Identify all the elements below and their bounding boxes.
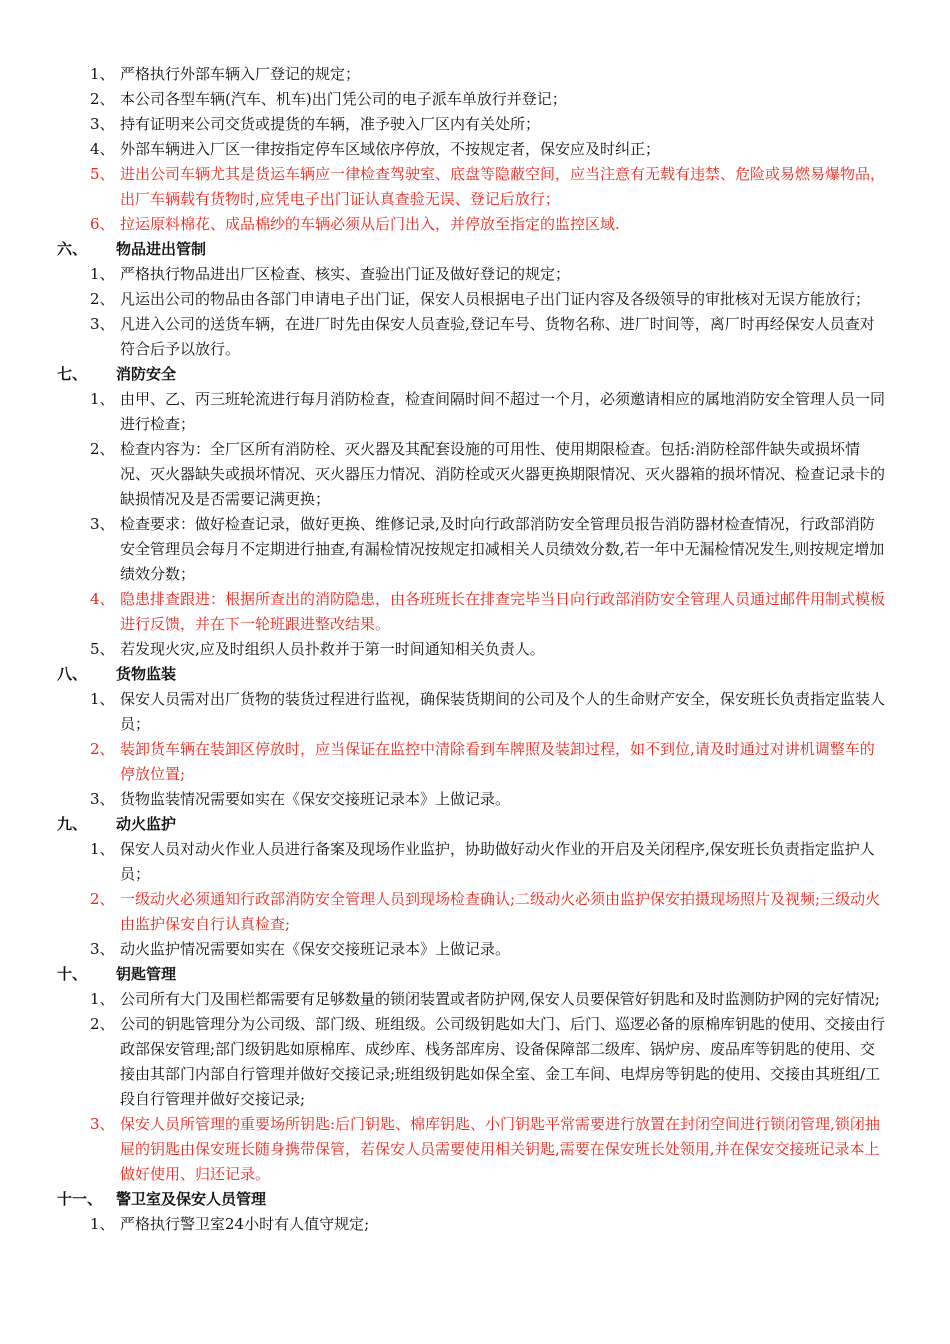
list-item-text: 检查要求：做好检查记录，做好更换、维修记录,及时向行政部消防安全管理员报告消防器材检查情况，行政部消防安全管理员会每月不定期进行抽查,有漏检情况按规定扣减相关人员绩效分数,若一年中无漏检情况发生,则按规定增加绩效分数； bbox=[120, 515, 885, 583]
list-item-number: 1、 bbox=[90, 840, 115, 858]
section-title: 物品进出管制 bbox=[116, 240, 207, 258]
list-item-text: 保安人员需对出厂货物的装货过程进行监视，确保装货期间的公司及个人的生命财产安全，保安班长负责指定监装人员； bbox=[120, 690, 886, 733]
list-item-number: 5、 bbox=[90, 165, 115, 183]
list-item-number: 4、 bbox=[90, 140, 115, 158]
list-item bbox=[0, 62, 950, 87]
list-item-number: 3、 bbox=[90, 515, 115, 533]
list-item-number: 5、 bbox=[90, 640, 115, 658]
list-item-number: 2、 bbox=[90, 440, 115, 458]
list-item-text: 一级动火必须通知行政部消防安全管理人员到现场检查确认;二级动火必须由监护保安拍摄现场照片及视频;三级动火由监护保安自行认真检查; bbox=[120, 890, 881, 933]
section-number: 七、 bbox=[57, 365, 88, 383]
section-title: 动火监护 bbox=[116, 815, 177, 833]
list-item-number: 2、 bbox=[90, 90, 115, 108]
section-title: 钥匙管理 bbox=[116, 965, 177, 983]
list-item bbox=[0, 687, 950, 737]
list-item bbox=[0, 262, 950, 287]
list-item-number: 1、 bbox=[90, 1215, 115, 1233]
list-item bbox=[0, 987, 950, 1012]
section-number: 十、 bbox=[57, 965, 88, 983]
list-item-number: 3、 bbox=[90, 115, 115, 133]
list-item bbox=[0, 162, 950, 212]
list-item bbox=[0, 837, 950, 887]
list-item bbox=[0, 637, 950, 662]
list-item-text: 若发现火灾,应及时组织人员扑救并于第一时间通知相关负责人。 bbox=[120, 640, 545, 658]
list-item-number: 2、 bbox=[90, 890, 115, 908]
list-item-text: 检查内容为：全厂区所有消防栓、灭火器及其配套设施的可用性、使用期限检查。包括:消防栓部件缺失或损坏情况、灭火器缺失或损坏情况、灭火器压力情况、消防栓或灭火器更换期限情况、灭火器箱的损坏情况、检查记录卡的缺损情况及是否需要记满更换； bbox=[120, 440, 886, 508]
list-item-text: 货物监装情况需要如实在《保安交接班记录本》上做记录。 bbox=[120, 790, 511, 808]
list-item-number: 3、 bbox=[90, 790, 115, 808]
list-item-text: 隐患排查跟进：根据所查出的消防隐患，由各班班长在排查完毕当日向行政部消防安全管理人员通过邮件用制式模板进行反馈，并在下一轮班跟进整改结果。 bbox=[120, 590, 886, 633]
list-item-text: 进出公司车辆尤其是货运车辆应一律检查驾驶室、底盘等隐蔽空间，应当注意有无载有违禁、危险或易燃易爆物品，出厂车辆载有货物时,应凭电子出门证认真查验无误、登记后放行； bbox=[120, 165, 886, 208]
document-body bbox=[0, 62, 950, 1237]
list-item-text: 保安人员对动火作业人员进行备案及现场作业监护，协助做好动火作业的开启及关闭程序,保安班长负责指定监护人员； bbox=[120, 840, 875, 883]
list-item bbox=[0, 212, 950, 237]
list-item-text: 由甲、乙、丙三班轮流进行每月消防检查，检查间隔时间不超过一个月，必须邀请相应的属地消防安全管理人员一同进行检查； bbox=[120, 390, 886, 433]
section-number: 十一、 bbox=[57, 1190, 103, 1208]
section-title: 货物监装 bbox=[116, 665, 177, 683]
section-heading bbox=[0, 1187, 950, 1212]
list-item bbox=[0, 287, 950, 312]
list-item bbox=[0, 387, 950, 437]
section-heading bbox=[0, 362, 950, 387]
section-heading bbox=[0, 237, 950, 262]
list-item-number: 6、 bbox=[90, 215, 115, 233]
list-item-text: 公司所有大门及围栏都需要有足够数量的锁闭装置或者防护网,保安人员要保管好钥匙和及时监测防护网的完好情况; bbox=[120, 990, 880, 1008]
list-item-number: 2、 bbox=[90, 1015, 115, 1033]
list-item bbox=[0, 587, 950, 637]
list-item-number: 1、 bbox=[90, 990, 115, 1008]
list-item-text: 装卸货车辆在装卸区停放时，应当保证在监控中清除看到车牌照及装卸过程，如不到位,请及时通过对讲机调整车的停放位置; bbox=[120, 740, 875, 783]
list-item-text: 动火监护情况需要如实在《保安交接班记录本》上做记录。 bbox=[120, 940, 511, 958]
list-item-text: 严格执行物品进出厂区检查、核实、查验出门证及做好登记的规定； bbox=[120, 265, 571, 283]
list-item bbox=[0, 1112, 950, 1187]
section-heading bbox=[0, 962, 950, 987]
list-item-text: 公司的钥匙管理分为公司级、部门级、班组级。公司级钥匙如大门、后门、巡逻必备的原棉库钥匙的使用、交接由行政部保安管理;部门级钥匙如原棉库、成纱库、栈务部库房、设备保障部二级库、锅炉房、废品库等钥匙的使用、交接由其部门内部自行管理并做好交接记录;班组级钥匙如保全室、金工车间、电焊房等钥匙的使用、交接由其班组/工段自行管理并做好交接记录; bbox=[120, 1015, 886, 1108]
list-item bbox=[0, 87, 950, 112]
section-heading bbox=[0, 662, 950, 687]
list-item-number: 3、 bbox=[90, 940, 115, 958]
section-title: 消防安全 bbox=[116, 365, 177, 383]
section-number: 九、 bbox=[57, 815, 88, 833]
list-item bbox=[0, 1012, 950, 1112]
list-item-text: 持有证明来公司交货或提货的车辆，准予驶入厂区内有关处所； bbox=[120, 115, 541, 133]
section-title: 警卫室及保安人员管理 bbox=[116, 1190, 267, 1208]
list-item-number: 3、 bbox=[90, 315, 115, 333]
list-item bbox=[0, 787, 950, 812]
list-item-text: 凡进入公司的送货车辆，在进厂时先由保安人员查验,登记车号、货物名称、进厂时间等，离厂时再经保安人员查对符合后予以放行。 bbox=[120, 315, 875, 358]
list-item-number: 4、 bbox=[90, 590, 115, 608]
list-item-text: 拉运原料棉花、成品棉纱的车辆必须从后门出入，并停放至指定的监控区域. bbox=[120, 215, 620, 233]
list-item-text: 严格执行警卫室24小时有人值守规定; bbox=[120, 1215, 370, 1233]
list-item-number: 3、 bbox=[90, 1115, 115, 1133]
list-item-text: 外部车辆进入厂区一律按指定停车区域依序停放，不按规定者，保安应及时纠正； bbox=[120, 140, 661, 158]
list-item bbox=[0, 437, 950, 512]
list-item-text: 凡运出公司的物品由各部门申请电子出门证，保安人员根据电子出门证内容及各级领导的审批核对无误方能放行； bbox=[120, 290, 871, 308]
list-item-number: 1、 bbox=[90, 65, 115, 83]
list-item-text: 严格执行外部车辆入厂登记的规定； bbox=[120, 65, 361, 83]
list-item-number: 1、 bbox=[90, 265, 115, 283]
section-number: 六、 bbox=[57, 240, 88, 258]
list-item-number: 1、 bbox=[90, 390, 115, 408]
list-item bbox=[0, 112, 950, 137]
list-item bbox=[0, 312, 950, 362]
list-item bbox=[0, 937, 950, 962]
list-item-text: 本公司各型车辆(汽车、机车)出门凭公司的电子派车单放行并登记； bbox=[120, 90, 567, 108]
list-item-text: 保安人员所管理的重要场所钥匙:后门钥匙、棉库钥匙、小门钥匙平常需要进行放置在封闭空间进行锁闭管理,锁闭抽屉的钥匙由保安班长随身携带保管，若保安人员需要使用相关钥匙,需要在保安班长处领用,并在保安交接班记录本上做好使用、归还记录。 bbox=[120, 1115, 880, 1183]
list-item bbox=[0, 137, 950, 162]
list-item bbox=[0, 887, 950, 937]
list-item-number: 2、 bbox=[90, 290, 115, 308]
list-item bbox=[0, 737, 950, 787]
section-heading bbox=[0, 812, 950, 837]
list-item-number: 1、 bbox=[90, 690, 115, 708]
section-number: 八、 bbox=[57, 665, 88, 683]
list-item-number: 2、 bbox=[90, 740, 115, 758]
list-item bbox=[0, 1212, 950, 1237]
list-item bbox=[0, 512, 950, 587]
